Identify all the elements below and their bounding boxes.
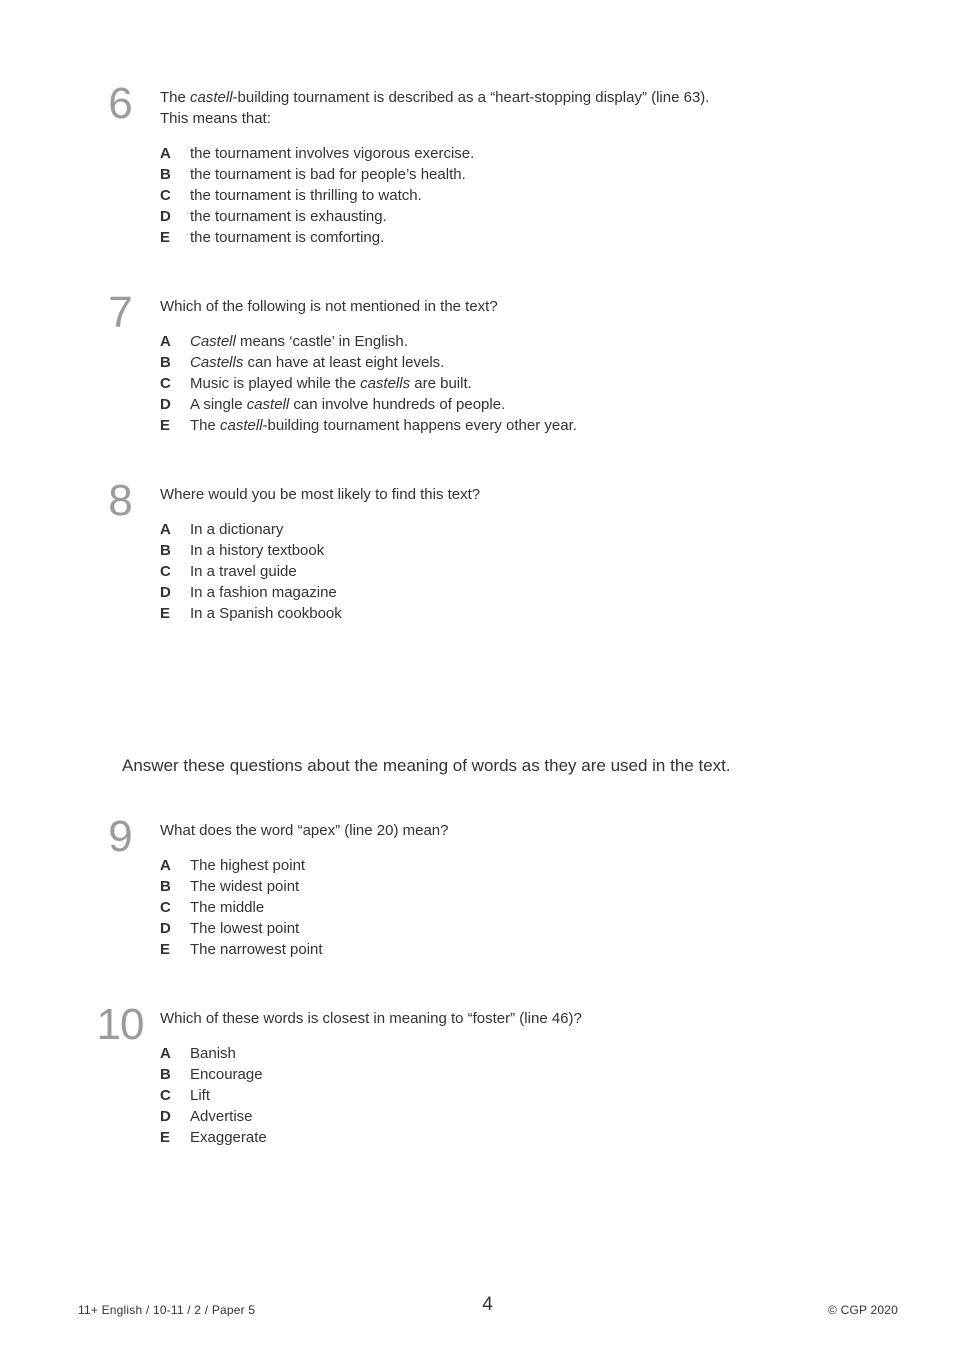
question <box>104 812 905 960</box>
question-number: 9 <box>108 812 132 861</box>
option-letter: C <box>160 1087 171 1104</box>
option-letter: E <box>160 605 171 622</box>
option-text: In a dictionary <box>190 521 284 538</box>
answer-option <box>160 876 905 897</box>
option-text: A single castell can involve hundreds of people. <box>190 396 506 413</box>
answer-option <box>160 855 905 876</box>
option-letter: B <box>160 1066 171 1083</box>
answer-option <box>160 373 905 394</box>
answer-option <box>160 1064 905 1085</box>
question-number: 10 <box>96 1000 144 1049</box>
option-letter: A <box>160 333 171 350</box>
footer-page-number: 4 <box>482 1294 493 1315</box>
page-footer <box>0 1294 975 1322</box>
question-number: 6 <box>108 79 132 128</box>
option-letter: A <box>160 857 171 874</box>
footer-paper-ref: 11+ English / 10-11 / 2 / Paper 5 <box>78 1303 256 1317</box>
answer-option <box>160 540 905 561</box>
question-prompt: Which of the following is not mentioned in the text? <box>160 298 498 315</box>
answer-option <box>160 603 905 624</box>
option-letter: E <box>160 417 171 434</box>
question-body <box>160 294 905 436</box>
answer-option <box>160 1127 905 1148</box>
question-number: 7 <box>108 288 132 337</box>
options-list <box>160 1043 905 1148</box>
footer-copyright: © CGP 2020 <box>828 1303 898 1317</box>
question-body <box>160 482 905 624</box>
option-text: The castell-building tournament happens every other year. <box>190 417 577 434</box>
option-text: The widest point <box>190 878 300 895</box>
option-letter: B <box>160 542 171 559</box>
question <box>96 1000 905 1148</box>
option-letter: A <box>160 145 171 162</box>
answer-option <box>160 897 905 918</box>
question-prompt: Which of these words is closest in meaning to “foster” (line 46)? <box>160 1010 582 1027</box>
answer-option <box>160 582 905 603</box>
question-prompt: Where would you be most likely to find this text? <box>160 486 481 503</box>
answer-option <box>160 561 905 582</box>
option-letter: A <box>160 1045 171 1062</box>
answer-option <box>160 1043 905 1064</box>
option-text: Castells can have at least eight levels. <box>190 354 445 371</box>
answer-option <box>160 164 905 185</box>
answer-option <box>160 352 905 373</box>
answer-option <box>160 143 905 164</box>
option-letter: E <box>160 941 171 958</box>
option-letter: A <box>160 521 171 538</box>
question-prompt: The castell-building tournament is described as a “heart-stopping display” (line 63). This means that: <box>160 89 710 127</box>
option-text: Encourage <box>190 1066 263 1083</box>
option-text: In a history textbook <box>190 542 325 559</box>
option-text: Music is played while the castells are built. <box>190 375 472 392</box>
option-text: In a fashion magazine <box>190 584 337 601</box>
question-group <box>104 79 905 624</box>
option-letter: B <box>160 166 171 183</box>
options-list <box>160 855 905 960</box>
answer-option <box>160 519 905 540</box>
question-body <box>160 1006 905 1148</box>
option-letter: D <box>160 1108 171 1125</box>
question <box>104 79 905 248</box>
answer-option <box>160 1085 905 1106</box>
options-list <box>160 519 905 624</box>
answer-option <box>160 394 905 415</box>
option-text: Exaggerate <box>190 1129 267 1146</box>
option-text: the tournament is thrilling to watch. <box>190 187 422 204</box>
option-text: The lowest point <box>190 920 300 937</box>
option-text: the tournament is comforting. <box>190 229 385 246</box>
option-text: The narrowest point <box>190 941 323 958</box>
question-number: 8 <box>108 476 132 525</box>
option-letter: D <box>160 208 171 225</box>
option-letter: C <box>160 899 171 916</box>
option-text: In a travel guide <box>190 563 297 580</box>
options-list <box>160 331 905 436</box>
option-text: Lift <box>190 1087 211 1104</box>
option-text: the tournament is bad for people’s health. <box>190 166 466 183</box>
option-letter: E <box>160 229 171 246</box>
question-group <box>96 812 905 1148</box>
answer-option <box>160 415 905 436</box>
option-text: In a Spanish cookbook <box>190 605 342 622</box>
question-body <box>160 85 905 248</box>
question <box>104 476 905 624</box>
answer-option <box>160 227 905 248</box>
option-letter: C <box>160 563 171 580</box>
option-letter: C <box>160 375 171 392</box>
option-letter: D <box>160 920 171 937</box>
answer-option <box>160 918 905 939</box>
option-text: The middle <box>190 899 265 916</box>
option-letter: B <box>160 354 171 371</box>
option-letter: E <box>160 1129 171 1146</box>
section-instruction: Answer these questions about the meaning of words as they are used in the text. <box>122 756 731 775</box>
option-text: Banish <box>190 1045 236 1062</box>
answer-option <box>160 939 905 960</box>
option-text: The highest point <box>190 857 306 874</box>
option-text: the tournament is exhausting. <box>190 208 387 225</box>
options-list <box>160 143 905 248</box>
option-letter: D <box>160 584 171 601</box>
option-letter: B <box>160 878 171 895</box>
question-body <box>160 818 905 960</box>
option-letter: C <box>160 187 171 204</box>
answer-option <box>160 206 905 227</box>
option-letter: D <box>160 396 171 413</box>
answer-option <box>160 185 905 206</box>
option-text: Castell means ‘castle’ in English. <box>190 333 408 350</box>
answer-option <box>160 1106 905 1127</box>
question-prompt: What does the word “apex” (line 20) mean? <box>160 822 449 839</box>
question <box>104 288 905 436</box>
option-text: Advertise <box>190 1108 253 1125</box>
answer-option <box>160 331 905 352</box>
option-text: the tournament involves vigorous exercise. <box>190 145 475 162</box>
